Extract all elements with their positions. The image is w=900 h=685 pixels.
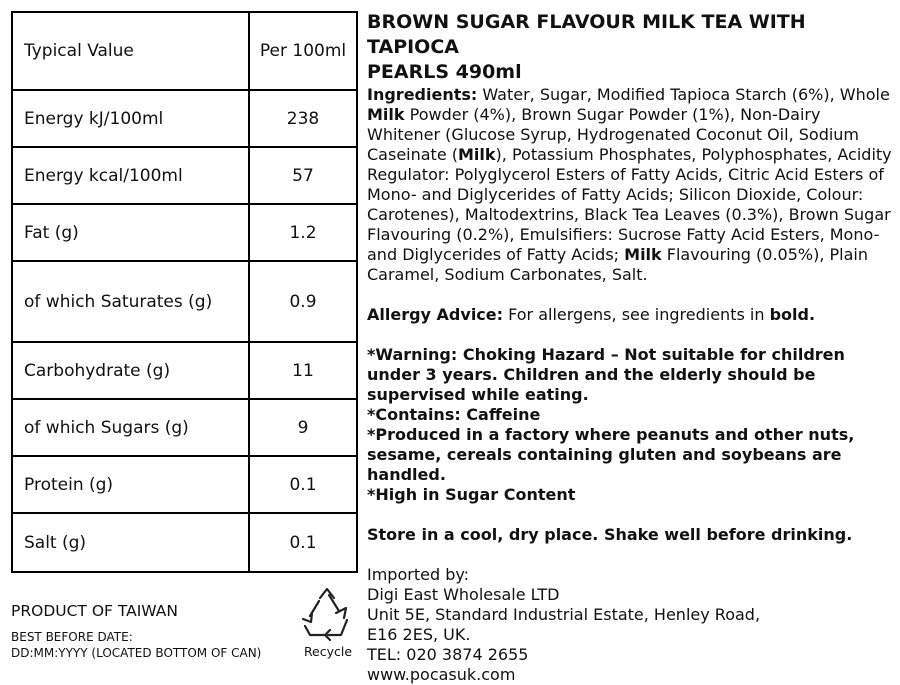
recycle-icon <box>298 586 358 644</box>
warning-factory: *Produced in a factory where peanuts and other nuts, sesame, cereals containing gluten and soybeans are handled. <box>367 425 855 484</box>
nutrient-value: 238 <box>249 90 357 147</box>
warnings-block <box>367 345 895 505</box>
best-before-block <box>11 629 261 661</box>
importer-address-1: Unit 5E, Standard Industrial Estate, Henley Road, <box>367 605 761 624</box>
allergy-bold-word: bold. <box>769 305 816 324</box>
nutrition-row <box>12 456 357 513</box>
allergy-advice <box>367 305 895 325</box>
nutrient-value: 0.1 <box>249 513 357 572</box>
ingredients-text: ), Potassium Phosphates, Polyphosphates, Acidity Regulator: Polyglycerol Esters of Fatty Acids, Citric Acid Esters of Mono- and Diglycerides of Fatty Acids; Silicon Dioxide, Colour: Carotenes), Maltodextrins, Black Tea Leaves (0.3%), Brown Sugar Flavouring (0.2%), Emulsifiers: Sucrose Fatty Acid Esters, Mono- and Diglycerides of Fatty Acids; <box>367 145 892 264</box>
nutrient-label: Carbohydrate (g) <box>12 342 249 399</box>
importer-tel: TEL: 020 3874 2655 <box>367 645 529 664</box>
ingredients-text: Water, Sugar, Modified Tapioca Starch (6%), Whole <box>477 85 890 104</box>
importer-heading: Imported by: <box>367 565 470 584</box>
allergen-milk: Milk <box>458 145 496 164</box>
warning-caffeine: *Contains: Caffeine <box>367 405 541 424</box>
nutrition-row <box>12 513 357 572</box>
recycle-label: Recycle <box>303 644 353 659</box>
nutrient-label: Salt (g) <box>12 513 249 572</box>
nutrient-label: of which Sugars (g) <box>12 399 249 456</box>
recycle-block <box>297 586 359 662</box>
allergy-heading: Allergy Advice: <box>367 305 504 324</box>
nutrient-value: 0.9 <box>249 261 357 342</box>
product-title-line-1: BROWN SUGAR FLAVOUR MILK TEA WITH TAPIOCA <box>367 11 806 58</box>
warning-choking: *Warning: Choking Hazard – Not suitable for children under 3 years. Children and the elderly should be supervised while eating. <box>367 345 845 404</box>
ingredients-block <box>367 85 895 285</box>
nutrition-row <box>12 147 357 204</box>
nutrient-label: Fat (g) <box>12 204 249 261</box>
nutrient-value: 9 <box>249 399 357 456</box>
nutrient-label: Protein (g) <box>12 456 249 513</box>
nutrition-row <box>12 261 357 342</box>
allergen-milk: Milk <box>367 105 405 124</box>
importer-website: www.pocasuk.com <box>367 665 516 684</box>
product-title-line-2: PEARLS 490ml <box>367 61 522 83</box>
nutrition-row <box>12 90 357 147</box>
nutrition-header-value: Per 100ml <box>249 12 357 90</box>
nutrient-value: 57 <box>249 147 357 204</box>
nutrition-header-row <box>12 12 357 90</box>
nutrient-value: 0.1 <box>249 456 357 513</box>
ingredients-heading: Ingredients: <box>367 85 478 104</box>
importer-block <box>367 565 895 685</box>
best-before-label: BEST BEFORE DATE: <box>11 630 133 644</box>
importer-address-2: E16 2ES, UK. <box>367 625 471 644</box>
nutrition-row <box>12 399 357 456</box>
product-origin: PRODUCT OF TAIWAN <box>11 602 178 620</box>
allergy-text: For allergens, see ingredients in <box>503 305 770 324</box>
allergen-milk: Milk <box>624 245 662 264</box>
nutrition-table <box>11 11 358 573</box>
best-before-value: DD:MM:YYYY (LOCATED BOTTOM OF CAN) <box>11 646 262 660</box>
nutrition-row <box>12 204 357 261</box>
product-title <box>367 10 895 85</box>
nutrient-value: 1.2 <box>249 204 357 261</box>
importer-name: Digi East Wholesale LTD <box>367 585 560 604</box>
nutrition-header-label: Typical Value <box>12 12 249 90</box>
ingredients-text: Flavouring (0.05%), Plain Caramel, Sodium Carbonates, Salt. <box>367 245 868 284</box>
nutrient-value: 11 <box>249 342 357 399</box>
ingredients-text: Powder (4%), Brown Sugar Powder (1%), Non-Dairy Whitener (Glucose Syrup, Hydrogenated Coconut Oil, Sodium Caseinate ( <box>367 105 860 164</box>
nutrient-label: Energy kJ/100ml <box>12 90 249 147</box>
warning-sugar: *High in Sugar Content <box>367 485 576 504</box>
product-info <box>367 10 895 685</box>
nutrient-label: Energy kcal/100ml <box>12 147 249 204</box>
storage-instructions: Store in a cool, dry place. Shake well before drinking. <box>367 525 853 544</box>
nutrition-row <box>12 342 357 399</box>
nutrient-label: of which Saturates (g) <box>12 261 249 342</box>
